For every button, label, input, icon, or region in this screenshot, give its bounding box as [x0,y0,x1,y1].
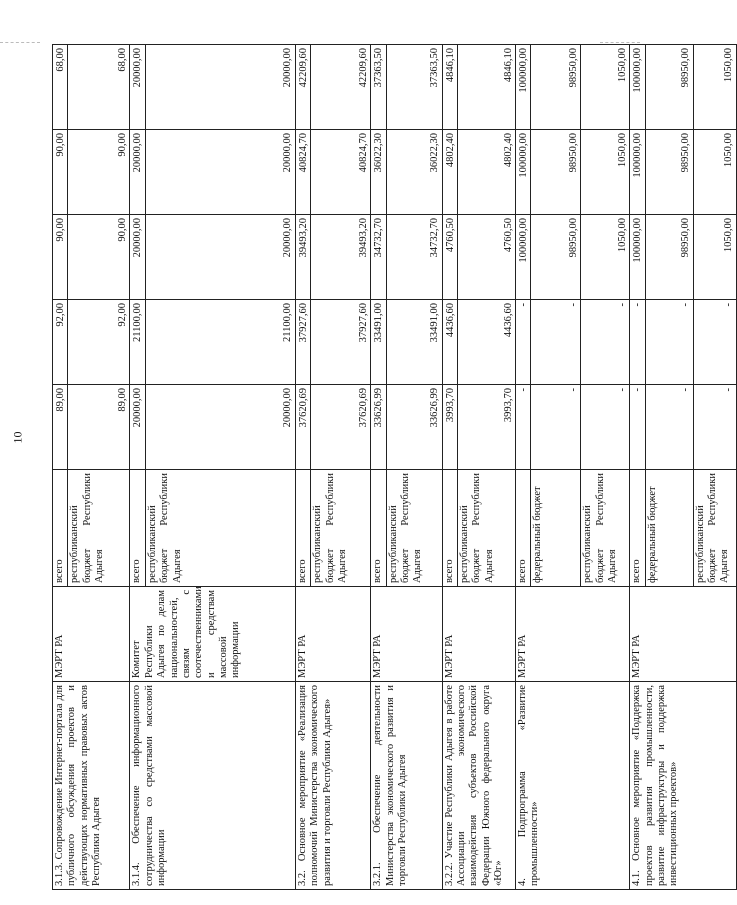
budget-value: 42209,60 [295,45,310,130]
budget-value: 100000,00 [630,45,645,130]
page-edge-mark [0,42,40,43]
budget-value: 20000,00 [145,215,295,300]
budget-value: 100000,00 [630,130,645,215]
rotated-table-wrapper [52,45,735,890]
budget-value: 98950,00 [645,215,693,300]
budget-value: - [630,300,645,385]
budget-value: 90,00 [53,215,68,300]
page-edge-mark [600,42,640,43]
budget-value: 98950,00 [531,130,581,215]
table-row [371,45,386,890]
budget-value: 4802,40 [457,130,515,215]
budget-value: 3993,70 [457,385,515,470]
budget-value: 4436,60 [442,300,457,385]
budget-value: 33491,00 [386,300,442,385]
budget-value: 1050,00 [581,45,630,130]
budget-value: 34732,70 [371,215,386,300]
budget-value: 98950,00 [531,45,581,130]
measure-name: 3.2.2. Участие Республики Адыгея в работе Ассоциации экономического взаимодействия субъектов Российской Федерации Южного федерального округа «Юг» [442,682,515,890]
budget-value: 100000,00 [515,130,530,215]
budget-value: - [645,300,693,385]
budget-value: 20000,00 [145,385,295,470]
table-row [442,45,457,890]
funding-source: республиканский бюджет Республики Адыгея [68,470,130,587]
budget-table-body [53,45,737,890]
funding-source: всего [630,470,645,587]
page-number: 10 [10,431,25,444]
budget-value: 92,00 [53,300,68,385]
budget-value: 4846,10 [457,45,515,130]
budget-table [52,44,737,890]
budget-value: 42209,60 [311,45,371,130]
budget-value: 20000,00 [130,385,145,470]
funding-source: республиканский бюджет Республики Адыгея [693,470,736,587]
budget-value: - [531,385,581,470]
budget-value: 100000,00 [515,215,530,300]
budget-value: - [645,385,693,470]
budget-value: 21100,00 [130,300,145,385]
budget-value: 1050,00 [693,215,736,300]
table-row [130,45,145,890]
budget-value: 40824,70 [295,130,310,215]
measure-name: 3.2.1. Обеспечение деятельности Министерства экономического развития и торговли Республики Адыгея [371,682,442,890]
budget-value: 37620,69 [311,385,371,470]
budget-value: - [581,300,630,385]
budget-value: 3993,70 [442,385,457,470]
budget-value: 20000,00 [145,45,295,130]
budget-value: 100000,00 [630,215,645,300]
funding-source: республиканский бюджет Республики Адыгея [145,470,295,587]
funding-source: всего [130,470,145,587]
budget-value: 4846,10 [442,45,457,130]
budget-value: 34732,70 [386,215,442,300]
executor: Комитет Республики Адыгея по делам национальностей, связям с соотечественниками и средствам массовой информации [130,587,295,682]
budget-value: 33626,99 [371,385,386,470]
executor: МЭРТ РА [295,587,370,682]
budget-value: - [531,300,581,385]
budget-value: 4802,40 [442,130,457,215]
budget-value: - [693,385,736,470]
budget-value: 90,00 [53,130,68,215]
budget-value: 33626,99 [386,385,442,470]
budget-value: 40824,70 [311,130,371,215]
executor: МЭРТ РА [371,587,442,682]
budget-value: 68,00 [53,45,68,130]
budget-value: 1050,00 [581,130,630,215]
budget-value: 37620,69 [295,385,310,470]
funding-source: республиканский бюджет Республики Адыгея [386,470,442,587]
budget-value: - [693,300,736,385]
budget-value: 4760,50 [457,215,515,300]
budget-value: - [515,385,530,470]
budget-value: 89,00 [53,385,68,470]
budget-value: - [515,300,530,385]
budget-value: 90,00 [68,130,130,215]
budget-value: 4436,60 [457,300,515,385]
budget-value: 100000,00 [515,45,530,130]
funding-source: республиканский бюджет Республики Адыгея [581,470,630,587]
budget-value: 36022,30 [386,130,442,215]
budget-value: 90,00 [68,215,130,300]
budget-value: 89,00 [68,385,130,470]
budget-value: 1050,00 [581,215,630,300]
executor: МЭРТ РА [630,587,736,682]
funding-source: республиканский бюджет Республики Адыгея [311,470,371,587]
table-row [515,45,530,890]
measure-name: 3.1.4. Обеспечение информационного сотрудничества со средствами массовой информации [130,682,295,890]
budget-value: 20000,00 [130,215,145,300]
funding-source: всего [371,470,386,587]
budget-value: 21100,00 [145,300,295,385]
budget-value: 20000,00 [130,130,145,215]
measure-name: 4.1. Основное мероприятие «Поддержка проектов развития промышленности, развитие инфраструктуры и поддержка инвестиционных проектов» [630,682,736,890]
funding-source: федеральный бюджет [531,470,581,587]
executor: МЭРТ РА [515,587,629,682]
funding-source: всего [515,470,530,587]
budget-value: 37927,60 [295,300,310,385]
executor: МЭРТ РА [442,587,515,682]
budget-value: 1050,00 [693,130,736,215]
funding-source: республиканский бюджет Республики Адыгея [457,470,515,587]
budget-value: 98950,00 [645,45,693,130]
table-row [295,45,310,890]
budget-value: - [630,385,645,470]
budget-value: 1050,00 [693,45,736,130]
funding-source: всего [53,470,68,587]
budget-value: 98950,00 [531,215,581,300]
measure-name: 3.2. Основное мероприятие «Реализация полномочий Министерства экономического развития и торговли Республики Адыгея» [295,682,370,890]
budget-value: 36022,30 [371,130,386,215]
budget-value: 39493,20 [311,215,371,300]
budget-value: 37363,50 [386,45,442,130]
executor: МЭРТ РА [53,587,130,682]
funding-source: всего [295,470,310,587]
budget-value: 20000,00 [145,130,295,215]
funding-source: федеральный бюджет [645,470,693,587]
measure-name: 4. Подпрограмма «Развитие промышленности» [515,682,629,890]
budget-value: 92,00 [68,300,130,385]
budget-value: 98950,00 [645,130,693,215]
table-row [53,45,68,890]
budget-value: 39493,20 [295,215,310,300]
funding-source: всего [442,470,457,587]
budget-value: 68,00 [68,45,130,130]
budget-value: 37363,50 [371,45,386,130]
budget-value: 33491,00 [371,300,386,385]
measure-name: 3.1.3. Сопровождение Интернет-портала для публичного обсуждения проектов и действующих нормативных правовых актов Республики Адыгея [53,682,130,890]
budget-value: 20000,00 [130,45,145,130]
budget-value: 4760,50 [442,215,457,300]
table-row [630,45,645,890]
budget-value: - [581,385,630,470]
budget-value: 37927,60 [311,300,371,385]
